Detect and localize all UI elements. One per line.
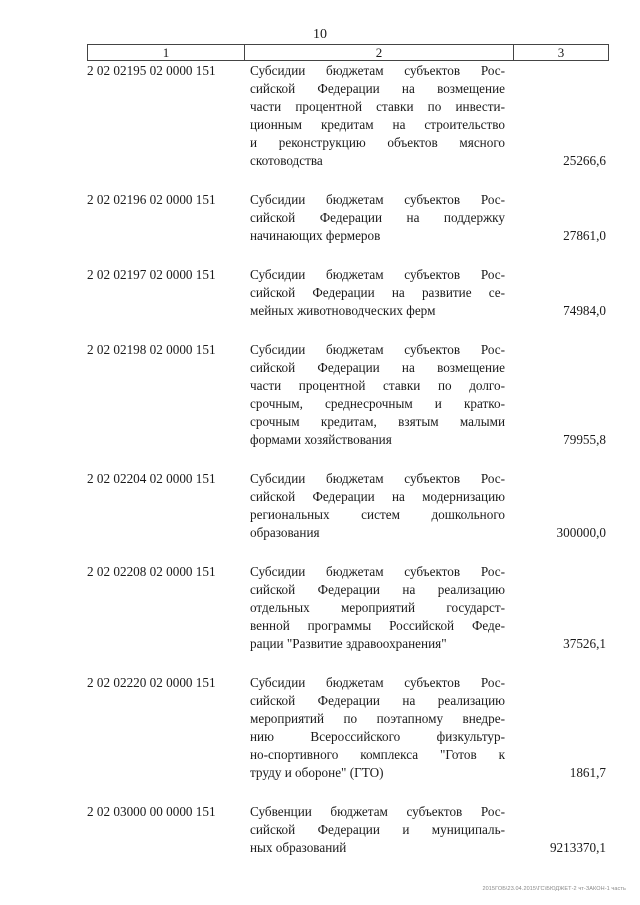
description-line: образования xyxy=(250,525,320,540)
description-line: и реконструкцию объектов мясного xyxy=(250,135,505,150)
description-line: Субвенции бюджетам субъектов Рос- xyxy=(250,804,505,819)
table-header xyxy=(87,44,609,61)
description-line: срочным кредитам, взятым малыми xyxy=(250,414,505,429)
description-line: сийской Федерации на реализацию xyxy=(250,693,505,708)
description-line: сийской Федерации и муниципаль- xyxy=(250,822,505,837)
budget-amount: 74984,0 xyxy=(563,303,606,318)
description-line: части процентной ставки по долго- xyxy=(250,378,505,393)
description-line: сийской Федерации на развитие се- xyxy=(250,285,505,300)
description-line: Субсидии бюджетам субъектов Рос- xyxy=(250,342,505,357)
budget-amount: 27861,0 xyxy=(563,228,606,243)
description-line: нию Всероссийского физкультур- xyxy=(250,729,505,744)
description-line: Субсидии бюджетам субъектов Рос- xyxy=(250,675,505,690)
description-line: формами хозяйствования xyxy=(250,432,392,447)
description-line: Субсидии бюджетам субъектов Рос- xyxy=(250,564,505,579)
description-line: но-спортивного комплекса "Готов к xyxy=(250,747,505,762)
description-line: сийской Федерации на возмещение xyxy=(250,360,505,375)
budget-description xyxy=(250,470,505,542)
budget-code: 2 02 02197 02 0000 151 xyxy=(87,267,216,282)
description-line: ных образований xyxy=(250,840,347,855)
budget-amount: 37526,1 xyxy=(563,636,606,651)
description-line: начинающих фермеров xyxy=(250,228,381,243)
table-row xyxy=(87,266,609,320)
table-row xyxy=(87,341,609,449)
description-line: срочным, среднесрочным и кратко- xyxy=(250,396,505,411)
budget-code: 2 02 02196 02 0000 151 xyxy=(87,192,216,207)
budget-description xyxy=(250,266,505,320)
budget-description xyxy=(250,191,505,245)
budget-amount: 79955,8 xyxy=(563,432,606,447)
budget-description xyxy=(250,803,505,857)
description-line: скотоводства xyxy=(250,153,323,168)
description-line: мероприятий по поэтапному внедре- xyxy=(250,711,505,726)
budget-code: 2 02 03000 00 0000 151 xyxy=(87,804,216,819)
description-line: сийской Федерации на возмещение xyxy=(250,81,505,96)
budget-description xyxy=(250,563,505,653)
budget-rows xyxy=(87,62,609,878)
description-line: Субсидии бюджетам субъектов Рос- xyxy=(250,63,505,78)
description-line: Субсидии бюджетам субъектов Рос- xyxy=(250,471,505,486)
page-number: 10 xyxy=(313,27,327,42)
table-row xyxy=(87,191,609,245)
header-col-3: 3 xyxy=(557,45,565,60)
budget-code: 2 02 02198 02 0000 151 xyxy=(87,342,216,357)
table-row xyxy=(87,62,609,170)
description-line: Субсидии бюджетам субъектов Рос- xyxy=(250,192,505,207)
budget-code: 2 02 02204 02 0000 151 xyxy=(87,471,216,486)
budget-description xyxy=(250,341,505,449)
budget-amount: 1861,7 xyxy=(569,765,606,780)
description-line: венной программы Российской Феде- xyxy=(250,618,505,633)
footer-stamp: 2015ГОБ\23.04.2015\ГС\БЮДЖЕТ-2 чт-ЗАКОН-1 часть xyxy=(482,886,626,892)
description-line: рации "Развитие здравоохранения" xyxy=(250,636,447,651)
budget-amount: 9213370,1 xyxy=(549,840,606,855)
description-line: сийской Федерации на поддержку xyxy=(250,210,505,225)
budget-amount: 300000,0 xyxy=(556,525,606,540)
description-line: сийской Федерации на реализацию xyxy=(250,582,505,597)
description-line: мейных животноводческих ферм xyxy=(250,303,436,318)
table-row xyxy=(87,563,609,653)
budget-code: 2 02 02208 02 0000 151 xyxy=(87,564,216,579)
description-line: отдельных мероприятий государст- xyxy=(250,600,505,615)
header-col-1: 1 xyxy=(88,45,245,60)
budget-amount: 25266,6 xyxy=(563,153,606,168)
description-line: региональных систем дошкольного xyxy=(250,507,505,522)
description-line: ционным кредитам на строительство xyxy=(250,117,505,132)
table-row xyxy=(87,674,609,782)
budget-code: 2 02 02220 02 0000 151 xyxy=(87,675,216,690)
table-row xyxy=(87,803,609,857)
description-line: части процентной ставки по инвести- xyxy=(250,99,505,114)
description-line: сийской Федерации на модернизацию xyxy=(250,489,505,504)
budget-code: 2 02 02195 02 0000 151 xyxy=(87,63,216,78)
table-row xyxy=(87,470,609,542)
header-col-2: 2 xyxy=(245,45,514,60)
budget-description xyxy=(250,62,505,170)
description-line: Субсидии бюджетам субъектов Рос- xyxy=(250,267,505,282)
budget-description xyxy=(250,674,505,782)
description-line: труду и обороне" (ГТО) xyxy=(250,765,384,780)
